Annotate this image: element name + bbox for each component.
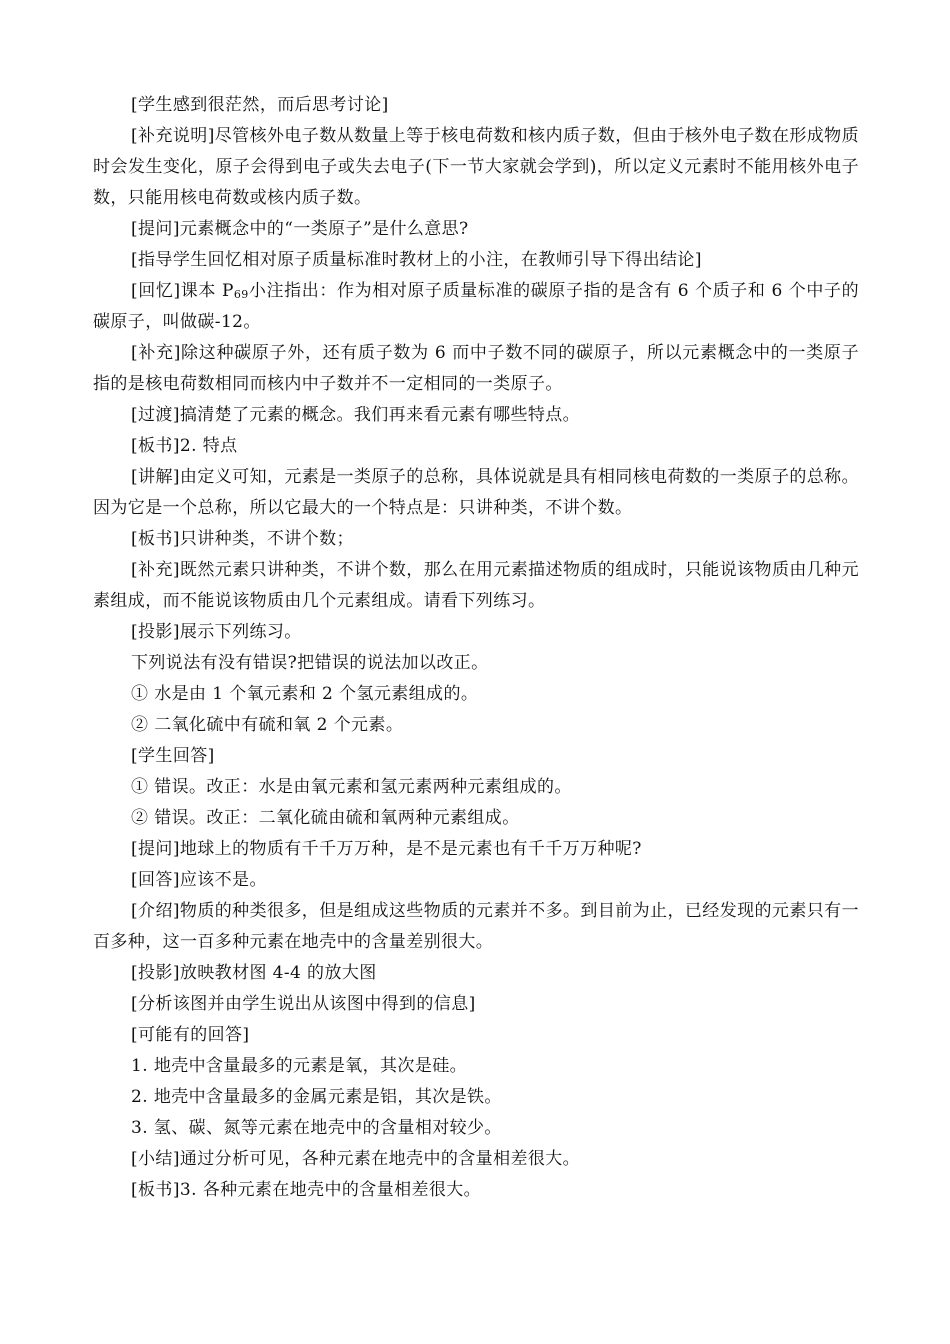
paragraph: [板书]2. 特点 <box>131 436 238 456</box>
paragraph: [介绍]物质的种类很多，但是组成这些物质的元素并不多。到目前为止，已经发现的元素只有一百多种，这一百多种元素在地壳中的含量差别很大。 <box>93 901 859 952</box>
paragraph: ① 错误。改正：水是由氧元素和氢元素两种元素组成的。 <box>131 777 572 797</box>
paragraph: 2. 地壳中含量最多的金属元素是铝，其次是铁。 <box>131 1087 502 1107</box>
paragraph: 下列说法有没有错误?把错误的说法加以改正。 <box>131 653 489 673</box>
paragraph: [补充]除这种碳原子外，还有质子数为 6 而中子数不同的碳原子，所以元素概念中的一类原子指的是核电荷数相同而核内中子数并不一定相同的一类原子。 <box>93 343 859 394</box>
paragraph: 1. 地壳中含量最多的元素是氧，其次是硅。 <box>131 1056 468 1076</box>
document-page <box>93 90 859 1206</box>
paragraph: [提问]元素概念中的“一类原子”是什么意思? <box>131 219 469 239</box>
paragraph: [板书]3. 各种元素在地壳中的含量相差很大。 <box>131 1180 482 1200</box>
paragraph: ① 水是由 1 个氧元素和 2 个氢元素组成的。 <box>131 684 479 704</box>
page-subscript: 69 <box>233 288 249 301</box>
paragraph: [补充说明]尽管核外电子数从数量上等于核电荷数和核内质子数，但由于核外电子数在形成物质时会发生变化，原子会得到电子或失去电子(下一节大家就会学到)，所以定义元素时不能用核外电子数，只能用核电荷数或核内质子数。 <box>93 126 859 208</box>
paragraph: [回答]应该不是。 <box>131 870 267 890</box>
paragraph: [投影]放映教材图 4-4 的放大图 <box>131 963 377 983</box>
paragraph: [投影]展示下列练习。 <box>131 622 302 642</box>
paragraph: [学生感到很茫然，而后思考讨论] <box>131 95 389 115</box>
paragraph: [可能有的回答] <box>131 1025 250 1045</box>
paragraph: [补充]既然元素只讲种类，不讲个数，那么在用元素描述物质的组成时，只能说该物质由几种元素组成，而不能说该物质由几个元素组成。请看下列练习。 <box>93 560 859 611</box>
paragraph: ② 错误。改正：二氧化硫由硫和氧两种元素组成。 <box>131 808 520 828</box>
paragraph <box>93 276 859 338</box>
paragraph: [小结]通过分析可见，各种元素在地壳中的含量相差很大。 <box>131 1149 581 1169</box>
paragraph: [过渡]搞清楚了元素的概念。我们再来看元素有哪些特点。 <box>131 405 581 425</box>
paragraph: [讲解]由定义可知，元素是一类原子的总称，具体说就是具有相同核电荷数的一类原子的总称。因为它是一个总称，所以它最大的一个特点是：只讲种类，不讲个数。 <box>93 467 859 518</box>
paragraph: ② 二氧化硫中有硫和氧 2 个元素。 <box>131 715 404 735</box>
paragraph: 3. 氢、碳、氮等元素在地壳中的含量相对较少。 <box>131 1118 502 1138</box>
paragraph-text: 小注指出：作为相对原子质量标准的碳原子指的是含有 6 个质子和 6 个中子的碳原子，叫做碳-12。 <box>93 281 859 332</box>
paragraph: [指导学生回忆相对原子质量标准时教材上的小注，在教师引导下得出结论] <box>131 250 702 270</box>
paragraph: [提问]地球上的物质有千千万万种，是不是元素也有千千万万种呢? <box>131 839 642 859</box>
paragraph: [分析该图并由学生说出从该图中得到的信息] <box>131 994 476 1014</box>
paragraph-text: [回忆]课本 P <box>131 281 234 301</box>
paragraph: [学生回答] <box>131 746 215 766</box>
paragraph: [板书]只讲种类，不讲个数； <box>131 529 354 549</box>
